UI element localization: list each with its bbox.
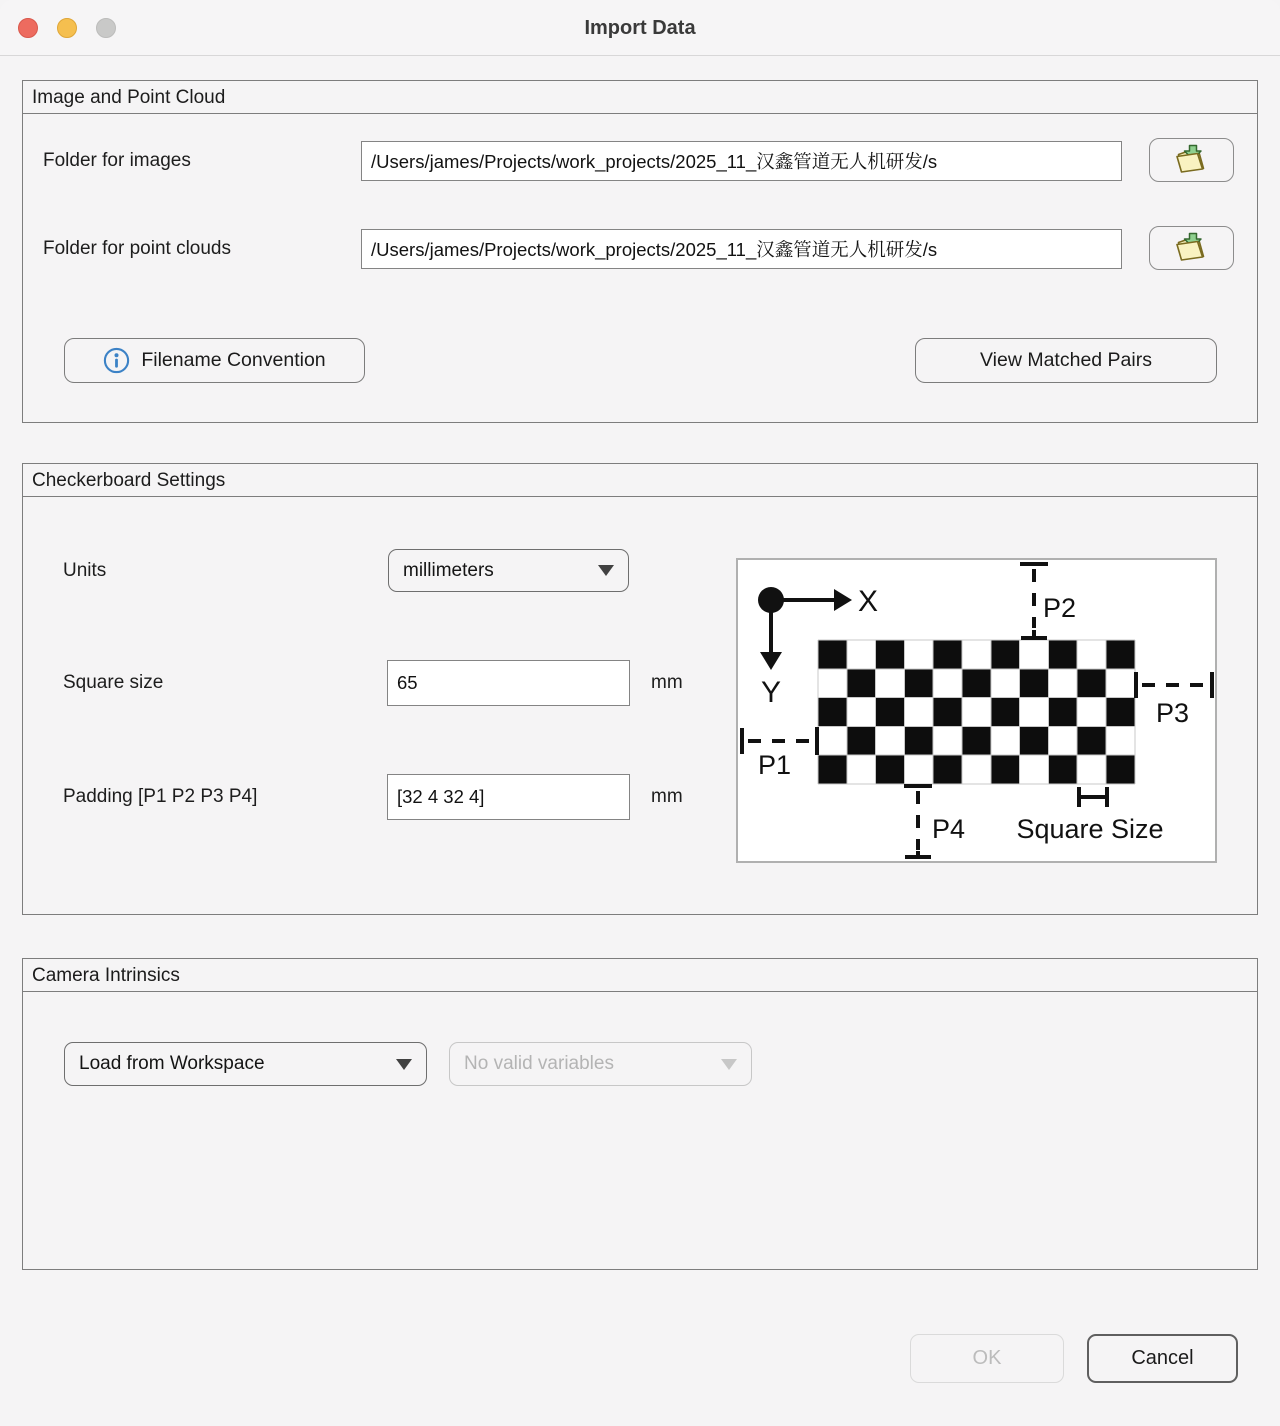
browse-images-button[interactable] [1149,138,1234,182]
y-axis-label: Y [760,676,782,709]
intrinsics-variable-value: No valid variables [464,1053,614,1074]
padding-label: Padding [P1 P2 P3 P4] [63,786,258,807]
filename-convention-button[interactable] [64,338,365,383]
folder-import-icon [1174,143,1210,178]
chevron-down-icon [721,1059,737,1070]
section-camera-intrinsics [22,958,1258,1270]
filename-convention-label: Filename Convention [141,349,326,371]
checkerboard-diagram [736,558,1217,863]
p2-label: P2 [1043,593,1077,623]
x-axis-label: X [858,585,879,618]
cancel-button[interactable]: Cancel [1087,1334,1238,1383]
titlebar [0,0,1280,56]
window-title: Import Data [584,17,696,39]
intrinsics-variable-dropdown [449,1042,752,1086]
folder-for-images-input[interactable] [361,141,1122,181]
padding-input[interactable] [387,774,630,820]
chevron-down-icon [396,1059,412,1070]
square-size-label: Square size [63,672,164,693]
padding-unit-label: mm [651,786,683,807]
intrinsics-source-value: Load from Workspace [79,1053,265,1074]
intrinsics-source-dropdown[interactable] [64,1042,427,1086]
view-matched-pairs-button[interactable] [915,338,1217,383]
section-image-and-point-cloud [22,80,1258,423]
p4-label: P4 [932,814,966,844]
browse-point-clouds-button[interactable] [1149,226,1234,270]
x-axis-arrow [834,589,852,611]
info-icon [103,347,130,374]
square-size-caption: Square Size [1016,814,1164,844]
units-selected-value: millimeters [403,559,494,581]
folder-for-images-label: Folder for images [43,150,191,171]
folder-import-icon [1174,231,1210,266]
section-title: Camera Intrinsics [23,959,1257,992]
section-checkerboard-settings [22,463,1258,915]
section-title: Image and Point Cloud [23,81,1257,114]
folder-for-point-clouds-input[interactable] [361,229,1122,269]
units-label: Units [63,559,107,581]
units-dropdown[interactable] [388,549,629,592]
folder-for-point-clouds-label: Folder for point clouds [43,238,231,259]
p3-label: P3 [1156,698,1190,728]
square-size-input[interactable] [387,660,630,706]
chevron-down-icon [598,565,614,576]
checkerboard-diagram-svg [738,560,1215,861]
y-axis-arrow [760,652,782,670]
ok-button: OK [910,1334,1064,1383]
square-size-unit-label: mm [651,672,683,693]
view-matched-pairs-label: View Matched Pairs [980,349,1152,371]
p1-label: P1 [758,750,792,780]
section-title: Checkerboard Settings [23,464,1257,497]
